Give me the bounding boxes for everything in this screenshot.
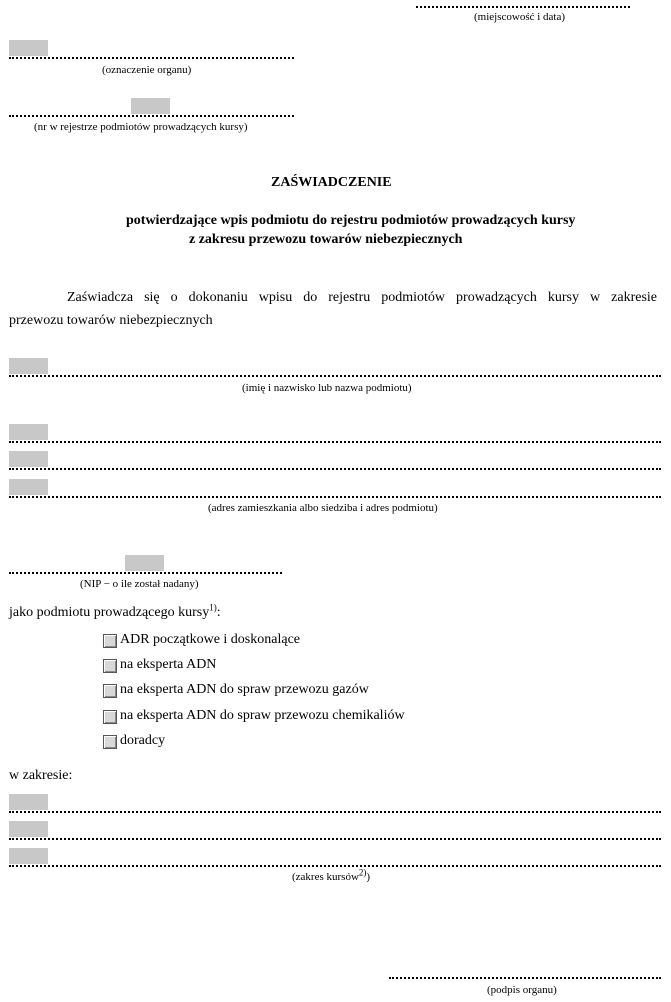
scope-line-3 — [9, 865, 661, 867]
checkbox-advisor[interactable] — [103, 735, 117, 749]
body-line1: Zaświadcza się o dokonaniu wpisu do rejestru podmiotów prowadzących kursy w zakresie — [67, 290, 657, 305]
checkbox-adr-label: ADR początkowe i doskonalące — [120, 632, 300, 647]
course-intro-footnote: 1) — [209, 602, 217, 613]
scope-caption-suffix: ) — [366, 871, 371, 883]
checkbox-adn-expert[interactable] — [103, 659, 117, 673]
checkbox-adn-gas-label: na eksperta ADN do spraw przewozu gazów — [120, 682, 369, 697]
authority-field[interactable] — [9, 40, 48, 56]
address-field-3[interactable] — [9, 479, 48, 495]
checkbox-adn-chemicals[interactable] — [103, 710, 117, 724]
checkbox-adn-gas[interactable] — [103, 684, 117, 698]
signature-caption: (podpis organu) — [487, 984, 557, 996]
document-subtitle-line2: z zakresu przewozu towarów niebezpiecznych — [189, 232, 463, 247]
scope-line-2 — [9, 838, 661, 840]
address-field-2[interactable] — [9, 451, 48, 467]
document-title: ZAŚWIADCZENIE — [271, 175, 392, 190]
checkbox-adr[interactable] — [103, 634, 117, 648]
address-field-1[interactable] — [9, 424, 48, 440]
nip-caption: (NIP − o ile został nadany) — [80, 578, 199, 590]
course-intro-text: jako podmiotu prowadzącego kursy — [9, 605, 210, 620]
authority-caption: (oznaczenie organu) — [102, 64, 192, 76]
address-line-1 — [9, 441, 661, 443]
scope-intro: w zakresie: — [9, 768, 73, 783]
registry-number-caption: (nr w rejestrze podmiotów prowadzących kursy) — [34, 121, 248, 133]
scope-caption — [292, 867, 371, 883]
place-date-caption: (miejscowość i data) — [474, 11, 566, 23]
checkbox-adn-chemicals-label: na eksperta ADN do spraw przewozu chemikaliów — [120, 708, 405, 723]
scope-caption-footnote: 2) — [358, 867, 367, 878]
checkbox-advisor-label: doradcy — [120, 733, 166, 748]
address-caption: (adres zamieszkania albo siedziba i adres podmiotu) — [208, 502, 438, 514]
course-intro — [9, 602, 221, 621]
nip-line — [9, 572, 282, 574]
body-line2: przewozu towarów niebezpiecznych — [9, 313, 213, 328]
scope-caption-text: (zakres kursów — [292, 871, 359, 883]
scope-field-2[interactable] — [9, 821, 48, 837]
authority-line — [9, 57, 294, 59]
registry-number-line — [9, 115, 294, 117]
scope-field-3[interactable] — [9, 848, 48, 864]
entity-name-line — [9, 375, 661, 377]
address-line-2 — [9, 468, 661, 470]
address-line-3 — [9, 496, 661, 498]
entity-name-field[interactable] — [9, 358, 48, 374]
place-date-line — [416, 6, 630, 8]
course-intro-suffix: : — [216, 605, 221, 620]
document-subtitle-line1: potwierdzające wpis podmiotu do rejestru podmiotów prowadzących kursy — [126, 213, 576, 228]
nip-field[interactable] — [125, 555, 164, 571]
entity-name-caption: (imię i nazwisko lub nazwa podmiotu) — [242, 382, 412, 394]
registry-number-field[interactable] — [131, 98, 170, 114]
signature-line — [389, 977, 661, 979]
scope-field-1[interactable] — [9, 794, 48, 810]
scope-line-1 — [9, 811, 661, 813]
checkbox-adn-expert-label: na eksperta ADN — [120, 657, 217, 672]
